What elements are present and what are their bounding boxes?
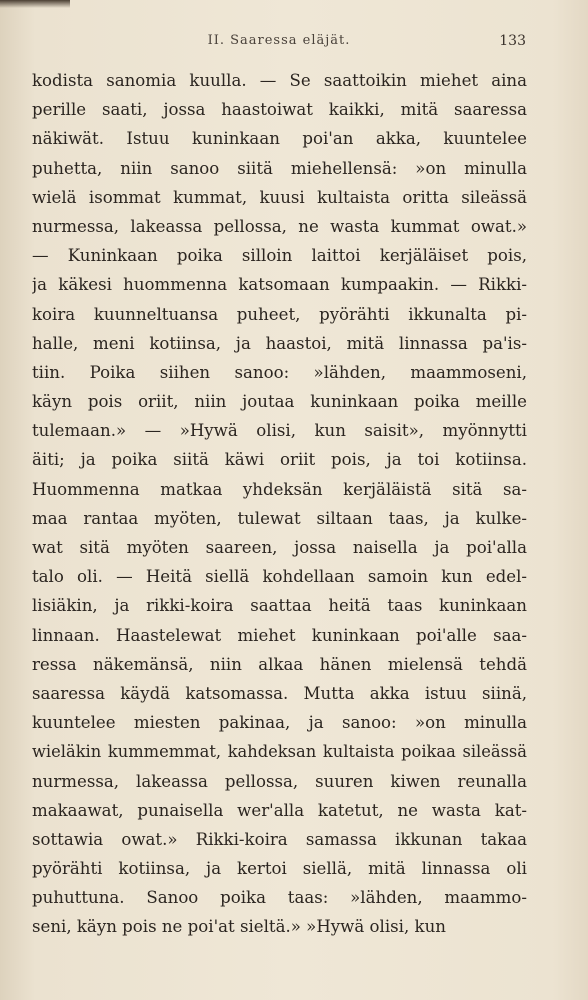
text-line: näkiwät. Istuu kuninkaan poi'an akka, kuuntelee (32, 129, 527, 149)
text-line: tulemaan.» — »Hywä olisi, kun saisit», myönnytti (32, 421, 527, 441)
text-line: puhetta, niin sanoo siitä miehellensä: »on minulla (32, 158, 527, 178)
text-line: saaressa käydä katsomassa. Mutta akka istuu siinä, (32, 683, 527, 703)
text-line: puhuttuna. Sanoo poika taas: »lähden, maammo- (32, 888, 527, 908)
text-line: Huommenna matkaa yhdeksän kerjäläistä sitä sa- (32, 479, 527, 499)
text-line: tiin. Poika siihen sanoo: »lähden, maammoseni, (32, 362, 527, 382)
text-line: kuuntelee miesten pakinaa, ja sanoo: »on minulla (32, 713, 527, 733)
text-line: perille saati, jossa haastoiwat kaikki, mitä saaressa (32, 100, 527, 120)
text-line: ressa näkemänsä, niin alkaa hänen mielensä tehdä (32, 654, 527, 674)
text-line: koira kuunneltuansa puheet, pyörähti ikkunalta pi- (32, 304, 527, 324)
running-head: II. Saaressa eläjät. (207, 33, 351, 48)
text-line: wieläkin kummemmat, kahdeksan kultaista poikaa sileässä (32, 742, 527, 762)
text-line: wielä isommat kummat, kuusi kultaista oritta sileässä (32, 187, 527, 207)
page-edge-shadow (0, 0, 70, 8)
body-text (32, 66, 527, 942)
page-number: 133 (499, 33, 526, 49)
text-line: äiti; ja poika siitä käwi oriit pois, ja toi kotiinsa. (32, 450, 527, 470)
text-line: nurmessa, lakeassa pellossa, ne wasta kummat owat.» (32, 216, 527, 236)
text-line: seni, käyn pois ne poi'at sieltä.» »Hywä olisi, kun (32, 917, 446, 937)
text-line: linnaan. Haastelewat miehet kuninkaan poi'alle saa- (32, 625, 527, 645)
text-line: halle, meni kotiinsa, ja haastoi, mitä linnassa pa'is- (32, 333, 527, 353)
text-line: wat sitä myöten saareen, jossa naisella ja poi'alla (32, 538, 527, 557)
page-header (32, 33, 526, 55)
text-line: talo oli. — Heitä siellä kohdellaan samoin kun edel- (32, 567, 527, 587)
text-line: sottawia owat.» Rikki-koira samassa ikkunan takaa (32, 829, 527, 849)
text-line: käyn pois oriit, niin joutaa kuninkaan poika meille (32, 392, 527, 412)
text-line: kodista sanomia kuulla. — Se saattoikin miehet aina (32, 71, 527, 90)
text-line: — Kuninkaan poika silloin laittoi kerjäläiset pois, (32, 246, 527, 266)
text-line: pyörähti kotiinsa, ja kertoi siellä, mitä linnassa oli (32, 859, 527, 879)
text-line: ja käkesi huommenna katsomaan kumpaakin. — Rikki- (32, 275, 527, 295)
text-line: lisiäkin, ja rikki-koira saattaa heitä taas kuninkaan (32, 596, 527, 616)
text-line: makaawat, punaisella wer'alla katetut, ne wasta kat- (32, 800, 527, 820)
text-line: maa rantaa myöten, tulewat siltaan taas, ja kulke- (32, 508, 527, 528)
text-line: nurmessa, lakeassa pellossa, suuren kiwen reunalla (32, 771, 527, 791)
